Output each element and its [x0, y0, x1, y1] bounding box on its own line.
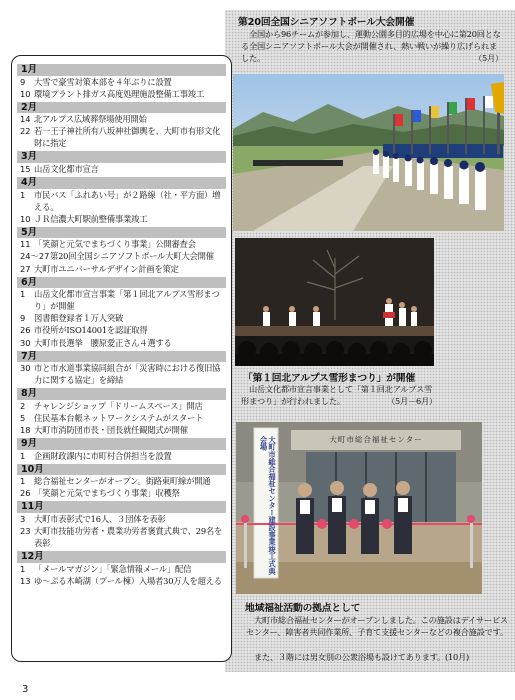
- timeline-event: [17, 125, 226, 149]
- event-day: 18: [20, 424, 31, 435]
- welfare-title: 地域福祉活動の拠点として: [245, 603, 361, 614]
- softball-body-text: 全国から96チームが参加し、運動公園多目的広場を中心に第20回となる全国シニアソフトボール大会が開催され、熱い戦いが繰り広げられました。: [241, 29, 501, 64]
- timeline-event: [17, 113, 226, 125]
- month-header: 7月: [17, 351, 226, 363]
- event-day: 23: [20, 525, 31, 536]
- event-day: 9: [20, 76, 26, 87]
- annual-timeline: [11, 55, 232, 662]
- welfare-body: 大町市総合福祉センターがオープンしました。この施設はデイサービスセンター、障害者共同作業所、子育て支援センターなどの複合施設です。: [246, 615, 508, 638]
- event-day: 13: [20, 575, 31, 586]
- timeline-event: [17, 575, 226, 587]
- timeline-event: [17, 450, 226, 462]
- timeline-event: [17, 250, 226, 262]
- page-number: 3: [22, 684, 29, 695]
- event-text: チャレンジショップ「ドリームスペース」開店: [34, 400, 203, 411]
- event-day: 1: [20, 189, 26, 200]
- event-text: 大町市ユニバーサルデザイン計画を策定: [34, 263, 179, 274]
- timeline-event: [17, 424, 226, 436]
- timeline-event: [17, 213, 226, 225]
- month-header: 1月: [17, 64, 226, 76]
- event-day: 15: [20, 163, 31, 174]
- timeline-event: [17, 563, 226, 575]
- softball-opening-ceremony-photo: [233, 74, 504, 231]
- event-day: 24〜27: [20, 251, 50, 262]
- timeline-event: [17, 400, 226, 412]
- event-text: 図書館登録者１万人突破: [34, 313, 124, 324]
- timeline-event: [17, 288, 226, 312]
- timeline-event: [17, 362, 226, 386]
- event-text: 市民バス「ふれあい号」が２路線（社・平方面）増える。: [34, 189, 221, 212]
- event-text: 「笑顔と元気でまちづくり事業」収穫祭: [34, 488, 180, 499]
- timeline-event: [17, 337, 226, 349]
- event-text: 大町市長選挙 腰原愛正さん４選する: [34, 337, 172, 348]
- yukigata-title: 「第１回北アルプス雪形まつり」が開催: [243, 373, 415, 384]
- month-header: 9月: [17, 438, 226, 450]
- timeline-event: [17, 412, 226, 424]
- welfare-body-2-text: また、３階には男女別の公衆浴場も設けてあります。: [254, 652, 446, 662]
- event-text: 大町市表彰式で16人、３団体を表彰: [34, 513, 166, 524]
- yukigata-date: （5月－6月）: [387, 396, 437, 407]
- event-text: 市役所がISO14001を認証取得: [34, 325, 148, 336]
- welfare-center-ribbon-cutting-photo: [236, 422, 482, 594]
- month-header: 8月: [17, 388, 226, 400]
- event-day: 26: [20, 488, 31, 499]
- softball-date: （5月）: [474, 53, 503, 64]
- event-text: 市と市水道事業協同組合が「災害時における復旧協力に関する協定」を締結: [34, 363, 221, 386]
- event-day: 27: [20, 263, 31, 274]
- month-header: 3月: [17, 151, 226, 163]
- ceremony-vertical-sign: 大町市総合福祉センター建設事業竣工式典会場: [259, 436, 277, 575]
- yukigata-body-text: 山岳文化都市宣言事業として「第１回北アルプス雪形まつり」が行われました。: [241, 384, 433, 407]
- month-header: 6月: [17, 277, 226, 289]
- event-text: 第20回全国シニアソフトボール大町大会開催: [50, 251, 214, 262]
- timeline-event: [17, 189, 226, 213]
- month-header: 4月: [17, 177, 226, 189]
- event-text: 住民基本台帳ネットワークシステムがスタート: [34, 412, 204, 423]
- softball-body: [241, 28, 503, 65]
- month-header: 12月: [17, 551, 226, 563]
- timeline-event: [17, 76, 226, 88]
- event-day: 30: [20, 337, 31, 348]
- timeline-event: [17, 513, 226, 525]
- event-day: 9: [20, 313, 26, 324]
- event-text: ゆ〜ぷる木崎湖（プール棟）入場者30万人を超える: [34, 575, 222, 586]
- event-day: 14: [20, 114, 31, 125]
- timeline-event: [17, 487, 226, 499]
- timeline-event: [17, 238, 226, 250]
- event-day: 5: [20, 412, 26, 423]
- event-day: 3: [20, 513, 26, 524]
- event-day: 1: [20, 450, 26, 461]
- event-text: 大町市消防団市長・団長就任観閲式が開催: [34, 424, 188, 435]
- event-text: 企画財政課内に市町村合併担当を設置: [34, 450, 172, 461]
- event-day: 22: [20, 126, 31, 137]
- timeline-event: [17, 163, 226, 175]
- event-text: 「メールマガジン」「緊急情報メール」配信: [34, 563, 192, 574]
- timeline-event: [17, 324, 226, 336]
- month-header: 10月: [17, 464, 226, 476]
- timeline-event: [17, 475, 226, 487]
- event-text: 大雪で豪雪対策本部を４年ぶりに設置: [34, 76, 172, 87]
- event-text: 若一王子神社所有八坂神社御輿を、大町市有形文化財に指定: [34, 126, 221, 149]
- event-day: 1: [20, 563, 26, 574]
- event-text: 北アルプス広域葬祭場使用開始: [34, 114, 147, 125]
- event-text: 山岳文化都市宣言事業「第１回北アルプス雪形まつり」が開催: [34, 289, 220, 312]
- welfare-date: (10月): [445, 652, 470, 662]
- event-text: 総合福祉センターがオープン。街路東町線が開通: [34, 476, 211, 487]
- event-day: 10: [20, 88, 31, 99]
- month-header: 11月: [17, 501, 226, 513]
- timeline-event: [17, 312, 226, 324]
- month-header: 5月: [17, 227, 226, 239]
- event-day: 10: [20, 213, 31, 224]
- event-day: 2: [20, 400, 26, 411]
- event-text: 大町市技能功労者・農業功労者褒賞式典で、29名を表彰: [34, 525, 223, 549]
- event-day: 1: [20, 476, 26, 487]
- event-text: ＪＲ信濃大町駅前整備事業竣工: [34, 213, 148, 224]
- event-text: 「笑顔と元気でまちづくり事業」公開審査会: [34, 239, 196, 250]
- event-day: 30: [20, 363, 31, 374]
- yukigata-body: [241, 383, 437, 407]
- welfare-body-2: [246, 651, 509, 663]
- yukigata-festival-stage-photo: [235, 238, 434, 366]
- event-text: 環境プラント排ガス高度処理施設整備工事竣工: [34, 88, 205, 99]
- month-header: 2月: [17, 102, 226, 114]
- timeline-event: [17, 263, 226, 275]
- event-text: 山岳文化都市宣言: [34, 163, 99, 174]
- softball-title: 第20回全国シニアソフトボール大会開催: [238, 17, 415, 28]
- event-day: 1: [20, 289, 26, 300]
- timeline-event: [17, 88, 226, 100]
- event-day: 11: [20, 239, 31, 250]
- welfare-center-building-sign: 大町市総合福祉センター: [329, 435, 423, 444]
- event-day: 26: [20, 325, 31, 336]
- timeline-event: [17, 525, 226, 549]
